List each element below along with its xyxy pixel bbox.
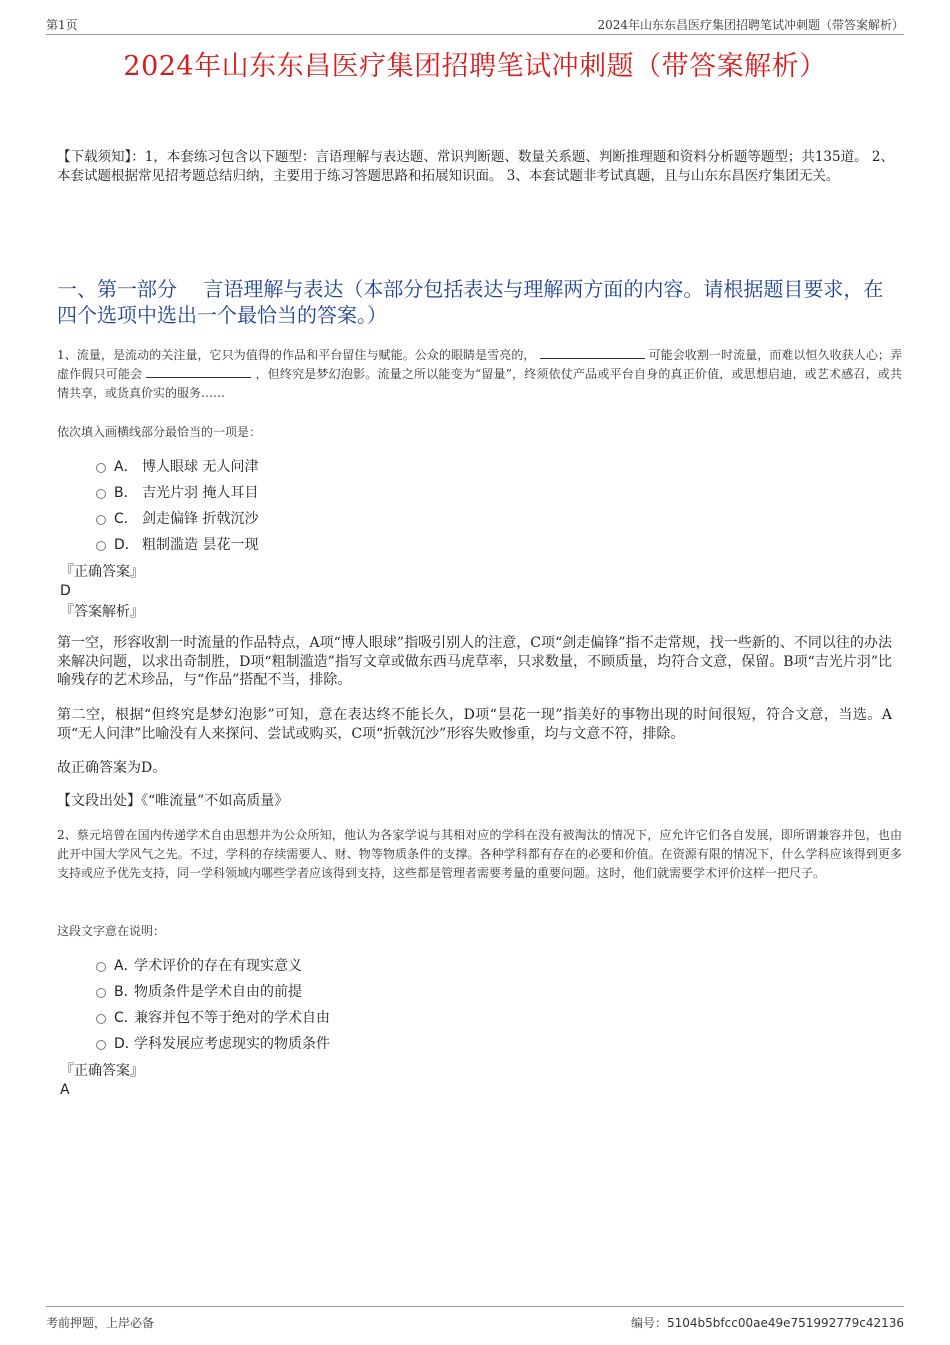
question-2-prompt: 这段文字意在说明： xyxy=(57,924,166,938)
radio-icon[interactable] xyxy=(96,541,106,551)
document-title: 2024年山东东昌医疗集团招聘笔试冲刺题（带答案解析） xyxy=(123,51,827,82)
question-1-analysis-label: 『答案解析』 xyxy=(60,604,144,620)
page-footer xyxy=(46,1306,904,1331)
question-1-option-d[interactable]: D． 粗制滥造 昙花一现 xyxy=(96,531,258,557)
question-1-answer: D xyxy=(60,583,71,599)
question-2-text: 2、蔡元培曾在国内传递学术自由思想并为公众所知，他认为各家学说与其相对应的学科在没有被淘汰的情况下，应允许它们各自发展，即所谓兼容并包，也由此开中国大学风气之先。不过，学科的存续需要人、财、物等物质条件的支撑。各种学科都有存在的必要和价值。在资源有限的情况下，什么学科应该得到更多支持或应予优先支持，同一学科领域内哪些学者应该得到支持，这些都是管理者需要考量的重要问题。这时，他们就需要学术评价这样一把尺子。 xyxy=(57,828,902,880)
question-1-text-part2: 可能会收割一时流量，而难以恒久收获人心；弄虚作假只可能会 xyxy=(57,348,902,381)
question-2-answer: A xyxy=(60,1082,70,1098)
question-1-source: 【文段出处】《“唯流量”不如高质量》 xyxy=(57,793,289,809)
question-1-text xyxy=(57,346,902,403)
question-2-option-b[interactable]: B． 物质条件是学术自由的前提 xyxy=(96,978,330,1004)
running-title: 2024年山东东昌医疗集团招聘笔试冲刺题（带答案解析） xyxy=(597,18,904,32)
radio-icon[interactable] xyxy=(96,988,106,998)
radio-icon[interactable] xyxy=(96,1040,106,1050)
section-heading: 一、第一部分 言语理解与表达（本部分包括表达与理解两方面的内容。请根据题目要求，在四个选项中选出一个最恰当的答案。） xyxy=(57,277,884,327)
question-1-options xyxy=(96,453,258,557)
download-notice: 【下载须知】：1，本套练习包含以下题型：言语理解与表达题、常识判断题、数量关系题、判断推理题和资料分析题等题型；共135道。 2、本套试题根据常见招考题总结归纳，主要用于练习答题思路和拓展知识面。 3、本套试题非考试真题，且与山东东昌医疗集团无关。 xyxy=(57,149,894,184)
radio-icon[interactable] xyxy=(96,962,106,972)
fill-blank-2 xyxy=(146,365,251,378)
fill-blank-1 xyxy=(540,346,645,359)
question-1-text-part3: ，但终究是梦幻泡影。流量之所以能变为“留量”，终须依仗产品或平台自身的真正价值，或思想启迪，或艺术感召，或共情共享，或货真价实的服务…… xyxy=(57,367,902,400)
question-1-option-b[interactable]: B． 吉光片羽 掩人耳目 xyxy=(96,479,258,505)
question-1-text-part1: 1、流量，是流动的关注量，它只为值得的作品和平台留住与赋能。公众的眼睛是雪亮的， xyxy=(57,348,536,362)
question-1-analysis-p2: 第二空，根据“但终究是梦幻泡影”可知，意在表达终不能长久，D项“昙花一现”指美好的事物出现的时间很短，符合文意，当选。A项“无人问津”比喻没有人来探问、尝试或购买，C项“折戟沉沙”形容失败惨重，均与文意不符，排除。 xyxy=(57,707,892,742)
page-number: 第1页 xyxy=(46,18,78,32)
radio-icon[interactable] xyxy=(96,489,106,499)
radio-icon[interactable] xyxy=(96,463,106,473)
question-2-option-a[interactable]: A． 学术评价的存在有现实意义 xyxy=(96,952,330,978)
question-1-analysis-p3: 故正确答案为D。 xyxy=(57,760,167,776)
question-1-option-c[interactable]: C． 剑走偏锋 折戟沉沙 xyxy=(96,505,258,531)
question-2-options xyxy=(96,952,330,1056)
question-1-analysis-p1: 第一空，形容收割一时流量的作品特点，A项“博人眼球”指吸引别人的注意，C项“剑走偏锋”指不走常规，找一些新的、不同以往的办法来解决问题，以求出奇制胜，D项“粗制滥造”指写文章或做东西马虎草率，只求数量，不顾质量，均符合文意，保留。B项“吉光片羽”比喻残存的艺术珍品，与“作品”搭配不当，排除。 xyxy=(57,635,892,688)
question-2-answer-label: 『正确答案』 xyxy=(60,1063,144,1079)
page-header xyxy=(46,14,904,35)
question-2-option-c[interactable]: C． 兼容并包不等于绝对的学术自由 xyxy=(96,1004,330,1030)
footer-code: 编号：5104b5bfcc00ae49e751992779c42136 xyxy=(631,1316,904,1330)
question-1-option-a[interactable]: A． 博人眼球 无人问津 xyxy=(96,453,258,479)
question-1-prompt: 依次填入画横线部分最恰当的一项是： xyxy=(57,425,262,439)
radio-icon[interactable] xyxy=(96,1014,106,1024)
question-2-option-d[interactable]: D． 学科发展应考虑现实的物质条件 xyxy=(96,1030,330,1056)
radio-icon[interactable] xyxy=(96,515,106,525)
footer-slogan: 考前押题，上岸必备 xyxy=(46,1316,155,1330)
question-1-answer-label: 『正确答案』 xyxy=(60,564,144,580)
